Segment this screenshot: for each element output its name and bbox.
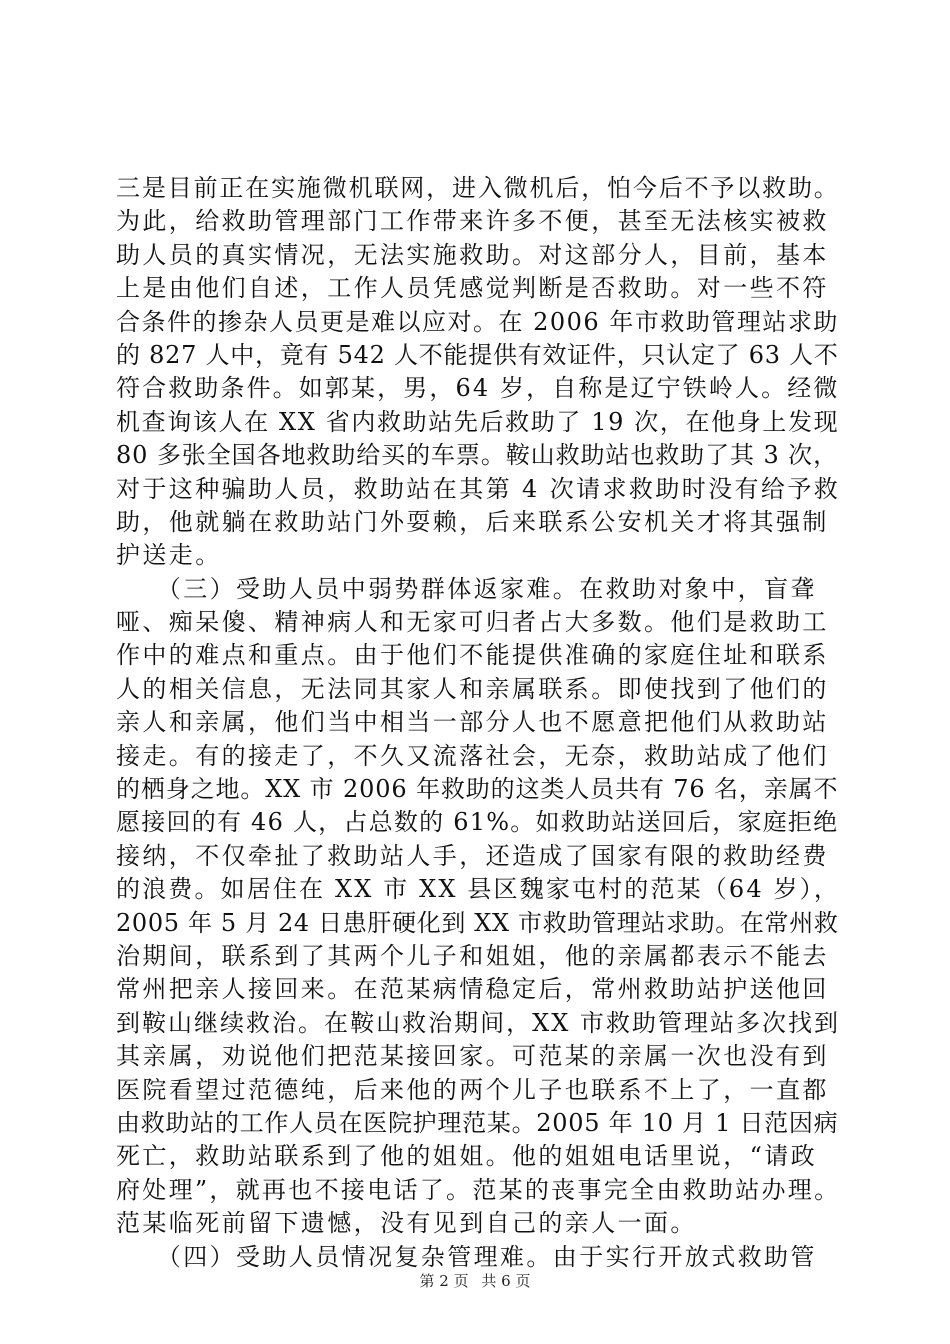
text-line: 死亡，救助站联系到了他的姐姐。他的姐姐电话里说，“请政 — [116, 1142, 818, 1171]
text-line: 作中的难点和重点。由于他们不能提供准确的家庭住址和联系 — [116, 641, 829, 670]
text-line: 常州把亲人接回来。在范某病情稳定后，常州救助站护送他回 — [116, 975, 829, 1004]
document-body — [116, 172, 840, 1274]
text-line: （三）受助人员中弱势群体返家难。在救助对象中，盲聋 — [116, 574, 817, 603]
text-line: 上是由他们自述，工作人员凭感觉判断是否救助。对一些不符 — [116, 274, 829, 303]
page-total: 共 6 页 — [481, 1272, 531, 1290]
text-line: 的栖身之地。XX 市 2006 年救助的这类人员共有 76 名，亲属不 — [116, 775, 839, 804]
text-line: 到鞍山继续救治。在鞍山救治期间，XX 市救助管理站多次找到 — [116, 1008, 841, 1037]
text-line: 人的相关信息，无法同其家人和亲属联系。即使找到了他们的 — [116, 674, 829, 703]
text-line: （四）受助人员情况复杂管理难。由于实行开放式救助管 — [116, 1242, 817, 1271]
text-line: 助，他就躺在救助站门外耍赖，后来联系公安机关才将其强制 — [116, 507, 829, 536]
text-line: 三是目前正在实施微机联网，进入微机后，怕今后不予以救助。 — [116, 174, 840, 202]
text-line: 医院看望过范德纯，后来他的两个儿子也联系不上了，一直都 — [116, 1075, 829, 1104]
text-line: 接纳，不仅牵扯了救助站人手，还造成了国家有限的救助经费 — [116, 841, 829, 870]
text-line: 2005 年 5 月 24 日患肝硬化到 XX 市救助管理站求助。在常州救 — [116, 908, 839, 937]
text-line: 为此，给救助管理部门工作带来许多不便，甚至无法核实被救 — [116, 207, 829, 236]
text-line: 的浪费。如居住在 XX 市 XX 县区魏家屯村的范某（64 岁）， — [116, 875, 840, 904]
text-line: 符合救助条件。如郭某，男，64 岁，自称是辽宁铁岭人。经微 — [116, 374, 840, 403]
text-line: 府处理”，就再也不接电话了。范某的丧事完全由救助站办理。 — [116, 1175, 841, 1204]
text-line: 亲人和亲属，他们当中相当一部分人也不愿意把他们从救助站 — [116, 708, 829, 737]
text-line: 治期间，联系到了其两个儿子和姐姐，他的亲属都表示不能去 — [116, 941, 829, 970]
text-line: 80 多张全国各地救助给买的车票。鞍山救助站也救助了其 3 次， — [116, 441, 839, 470]
text-line: 对于这种骗助人员，救助站在其第 4 次请求救助时没有给予救 — [116, 474, 841, 503]
page-footer — [0, 1270, 950, 1291]
text-line: 由救助站的工作人员在医院护理范某。2005 年 10 月 1 日范因病 — [116, 1108, 839, 1137]
text-line: 助人员的真实情况，无法实施救助。对这部分人，目前，基本 — [116, 240, 829, 269]
text-line: 机查询该人在 XX 省内救助站先后救助了 19 次，在他身上发现 — [116, 407, 840, 436]
text-line: 合条件的掺杂人员更是难以应对。在 2006 年市救助管理站求助 — [116, 307, 839, 336]
text-line: 接走。有的接走了，不久又流落社会，无奈，救助站成了他们 — [116, 741, 829, 770]
text-line: 护送走。 — [116, 541, 222, 570]
text-line: 其亲属，劝说他们把范某接回家。可范某的亲属一次也没有到 — [116, 1042, 829, 1071]
text-line: 哑、痴呆傻、精神病人和无家可归者占大多数。他们是救助工 — [116, 608, 829, 637]
text-line: 的 827 人中，竟有 542 人不能提供有效证件，只认定了 63 人不 — [116, 340, 839, 369]
text-line: 愿接回的有 46 人，占总数的 61%。如救助站送回后，家庭拒绝 — [116, 808, 839, 837]
text-line: 范某临死前留下遗憾，没有见到自己的亲人一面。 — [116, 1209, 697, 1238]
page-number: 第 2 页 — [419, 1272, 469, 1290]
